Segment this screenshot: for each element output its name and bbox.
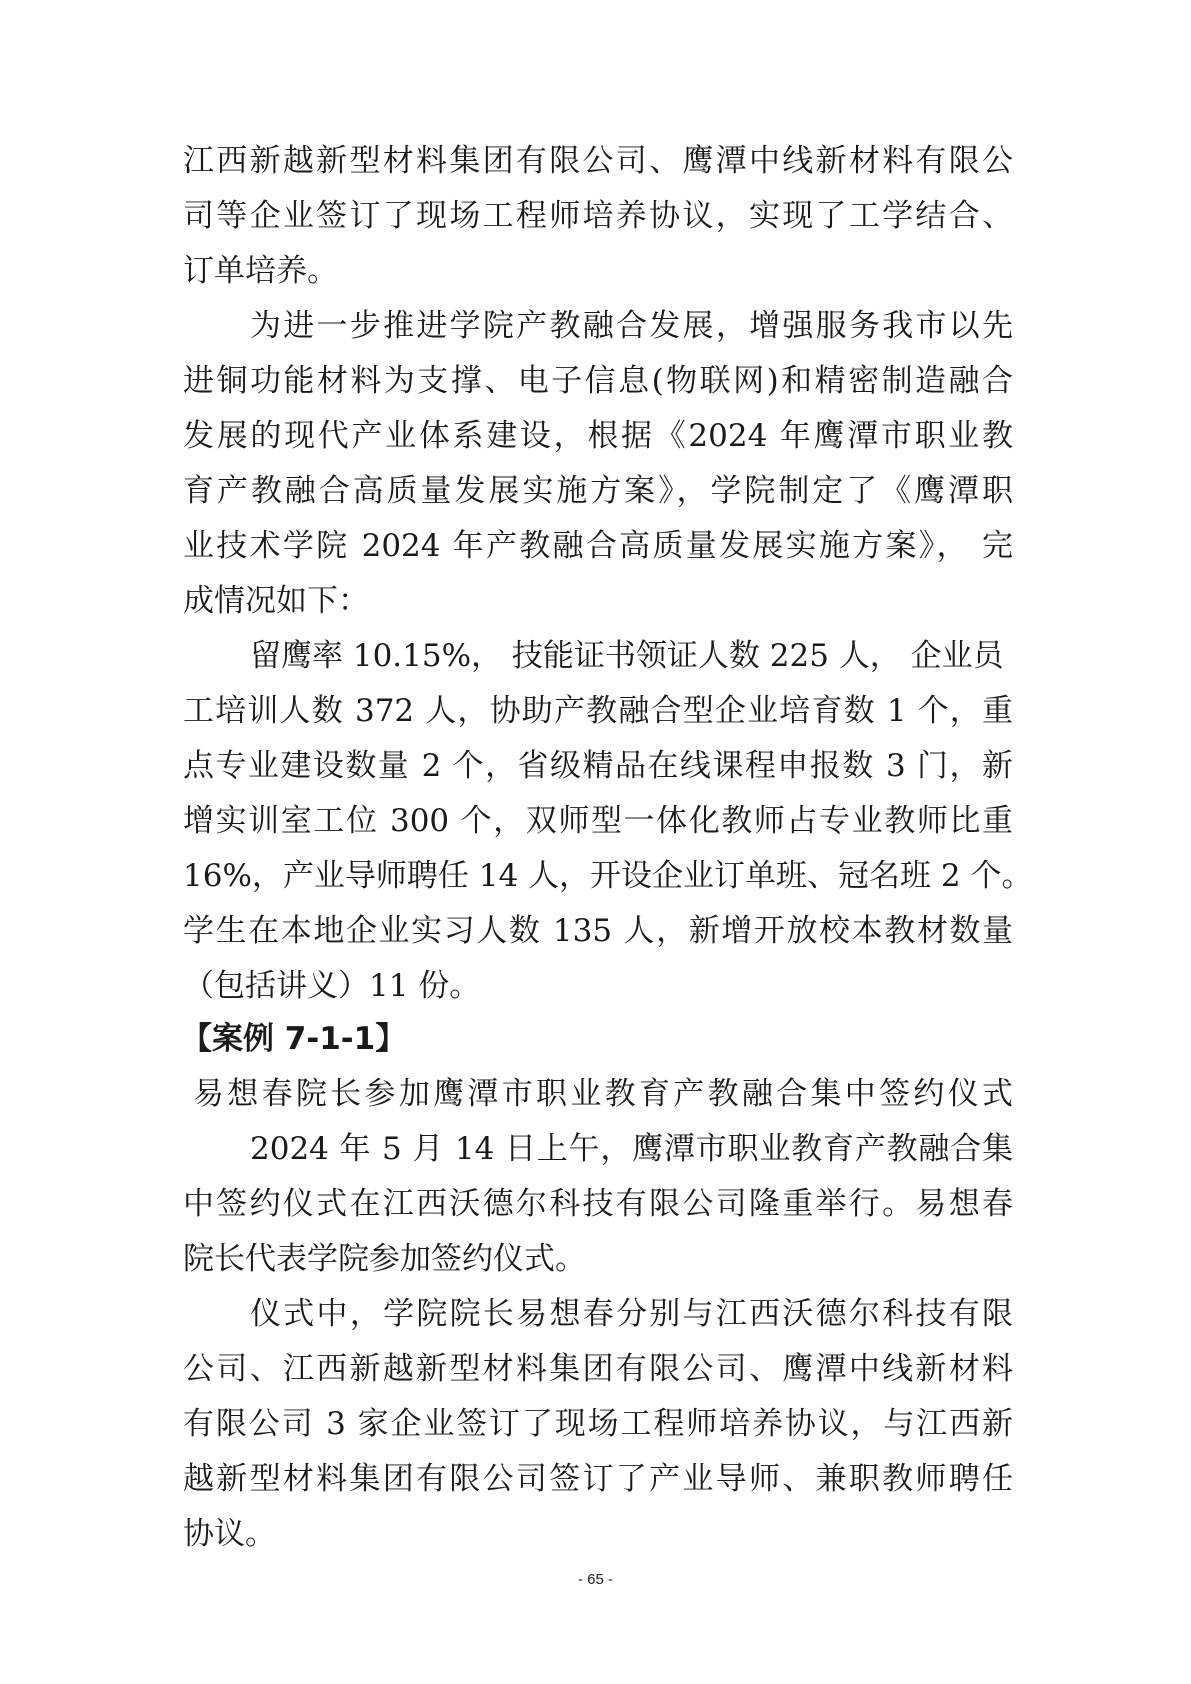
case-text-line: 公司、江西新越新型材料集团有限公司、鹰潭中线新材料: [183, 1351, 1013, 1387]
body-text-line: 16%，产业导师聘任 14 人，开设企业订单班、冠名班 2 个。: [183, 858, 1033, 894]
case-text-line: 2024 年 5 月 14 日上午，鹰潭市职业教育产教融合集: [250, 1131, 1013, 1167]
case-text-line: 协议。: [183, 1516, 276, 1552]
case-title: 易想春院长参加鹰潭市职业教育产教融合集中签约仪式: [193, 1076, 1013, 1112]
case-text-line: 仪式中，学院院长易想春分别与江西沃德尔科技有限: [250, 1296, 1013, 1332]
body-text-line: 业技术学院 2024 年产教融合高质量发展实施方案》， 完: [183, 528, 1013, 564]
body-text-line: 为进一步推进学院产教融合发展，增强服务我市以先: [250, 308, 1013, 344]
body-text-line: 进铜功能材料为支撑、电子信息(物联网)和精密制造融合: [183, 363, 1013, 399]
body-text-line: 学生在本地企业实习人数 135 人，新增开放校本教材数量: [183, 913, 1013, 949]
page-number: - 65 -: [577, 1571, 613, 1588]
case-text-line: 院长代表学院参加签约仪式。: [183, 1241, 586, 1277]
body-text-line: 工培训人数 372 人，协助产教融合型企业培育数 1 个，重: [183, 693, 1013, 729]
body-text-line: 留鹰率 10.15%， 技能证书领证人数 225 人， 企业员: [250, 638, 1004, 674]
case-text-line: 越新型材料集团有限公司签订了产业导师、兼职教师聘任: [183, 1461, 1013, 1497]
case-text-line: 有限公司 3 家企业签订了现场工程师培养协议，与江西新: [183, 1406, 1013, 1442]
body-text-line: 成情况如下：: [183, 583, 369, 619]
body-text-line: 育产教融合高质量发展实施方案》，学院制定了《鹰潭职: [183, 473, 1013, 509]
body-text-line: 点专业建设数量 2 个，省级精品在线课程申报数 3 门，新: [183, 748, 1013, 784]
body-text-line: 江西新越新型材料集团有限公司、鹰潭中线新材料有限公: [183, 143, 1013, 179]
body-text-line: 发展的现代产业体系建设，根据《2024 年鹰潭市职业教: [183, 418, 1013, 454]
body-text-line: 增实训室工位 300 个，双师型一体化教师占专业教师比重: [183, 803, 1013, 839]
body-text-line: 订单培养。: [183, 253, 338, 289]
body-text-line: 司等企业签订了现场工程师培养协议，实现了工学结合、: [183, 198, 1013, 234]
body-text-line: （包括讲义）11 份。: [183, 968, 481, 1004]
case-text-line: 中签约仪式在江西沃德尔科技有限公司隆重举行。易想春: [183, 1186, 1013, 1222]
case-heading: 【案例 7-1-1】: [181, 1021, 407, 1057]
